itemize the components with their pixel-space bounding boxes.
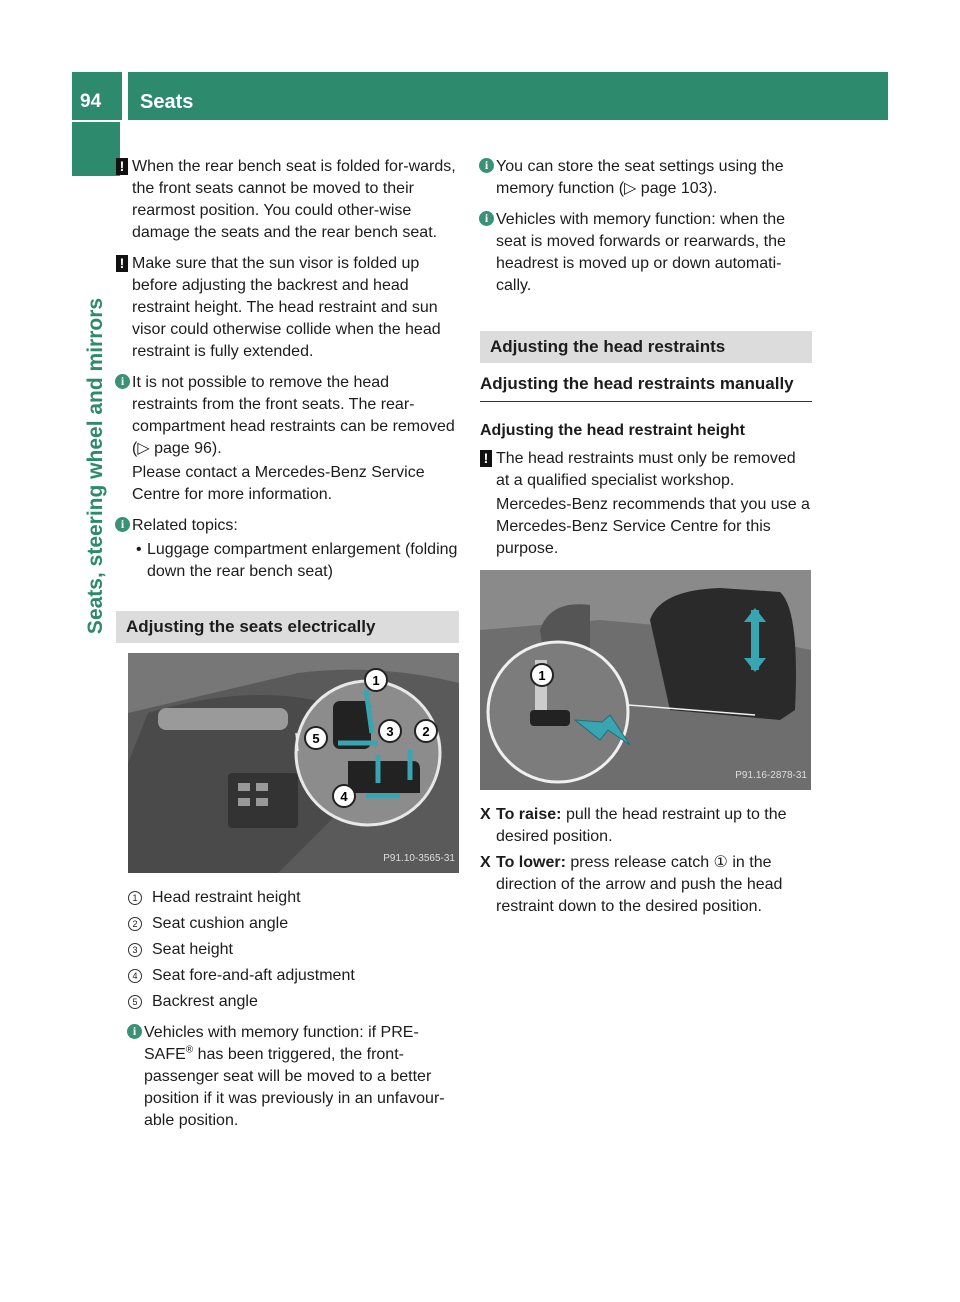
subheading: Adjusting the head restraints manually: [480, 373, 812, 402]
figure-code: P91.16-2878-31: [735, 770, 807, 781]
step-item: X To raise: pull the head restraint up to the desired position.: [480, 806, 787, 845]
header-divider: [122, 72, 128, 120]
legend-item: 1 Head restraint height: [128, 887, 459, 909]
warning-note: ! The head restraints must only be removed at a qualified specialist workshop.: [480, 448, 812, 492]
info-icon: i: [115, 374, 130, 389]
warning-icon: !: [116, 158, 128, 175]
callout-4: 4: [340, 789, 348, 804]
left-column: [116, 156, 459, 1141]
info-note: i It is not possible to remove the head restraints from the front seats. The rear-compartment head restraints can be removed (▷ page 96).: [116, 372, 459, 460]
page-title: Seats: [140, 91, 194, 113]
bullet-icon: •: [136, 541, 142, 558]
warning-icon: !: [480, 450, 492, 467]
warning-note-cont: Mercedes-Benz recommends that you use a Mercedes-Benz Service Centre for this purpose.: [496, 496, 810, 557]
info-icon: i: [479, 211, 494, 226]
legend-list: [128, 887, 459, 1013]
chapter-tab: [72, 122, 120, 176]
right-column: [480, 156, 812, 927]
legend-item: 4 Seat fore-and-aft adjustment: [128, 965, 459, 987]
info-icon: i: [127, 1024, 142, 1039]
bullet-item: • Luggage compartment enlargement (folding down the rear bench seat): [136, 541, 458, 580]
page-header-bar: [72, 72, 888, 120]
info-icon: i: [479, 158, 494, 173]
step-icon: X: [480, 806, 491, 823]
info-note-cont: Please contact a Mercedes-Benz Service Centre for more information.: [132, 464, 425, 503]
section-heading: Adjusting the seats electrically: [116, 611, 459, 643]
section-heading: Adjusting the head restraints: [480, 331, 812, 363]
step-icon: X: [480, 854, 491, 871]
head-restraint-illustration: [480, 570, 811, 790]
callout-2: 2: [422, 724, 430, 739]
callout-5: 5: [312, 731, 320, 746]
page-number: 94: [80, 91, 102, 112]
legend-item: 2 Seat cushion angle: [128, 913, 459, 935]
info-icon: i: [115, 517, 130, 532]
sub-subheading: Adjusting the head restraint height: [480, 422, 745, 439]
info-note: i Related topics:: [116, 515, 459, 537]
warning-note: ! When the rear bench seat is folded for-wards, the front seats cannot be moved to their rearmost position. You could other-wise damage the seats and the rear bench seat.: [116, 156, 459, 244]
legend-item: 5 Backrest angle: [128, 991, 459, 1013]
legend-item: 3 Seat height: [128, 939, 459, 961]
figure-code: P91.10-3565-31: [383, 853, 455, 864]
callout-1: 1: [372, 673, 380, 688]
info-note: i Vehicles with memory function: when the seat is moved forwards or rearwards, the headrest is moved up or down automati-cally.: [480, 209, 812, 297]
info-note: i You can store the seat settings using the memory function (▷ page 103).: [480, 156, 812, 200]
warning-note: ! Make sure that the sun visor is folded up before adjusting the backrest and head restraint height. The head restraint and sun visor could otherwise collide when the head restraint is fully extended.: [116, 253, 459, 363]
seat-controls-illustration: [128, 653, 459, 873]
callout-3: 3: [386, 724, 394, 739]
chapter-side-label: Seats, steering wheel and mirrors: [84, 297, 107, 635]
info-note: i Vehicles with memory function: if PRE-SAFE® has been triggered, the front-passenger seat will be moved to a better position if it was previously in an unfavour-able position.: [128, 1022, 459, 1132]
callout-1: 1: [538, 668, 546, 683]
step-item: X To lower: press release catch ① in the direction of the arrow and push the head restraint down to the desired position.: [480, 854, 783, 915]
warning-icon: !: [116, 255, 128, 272]
